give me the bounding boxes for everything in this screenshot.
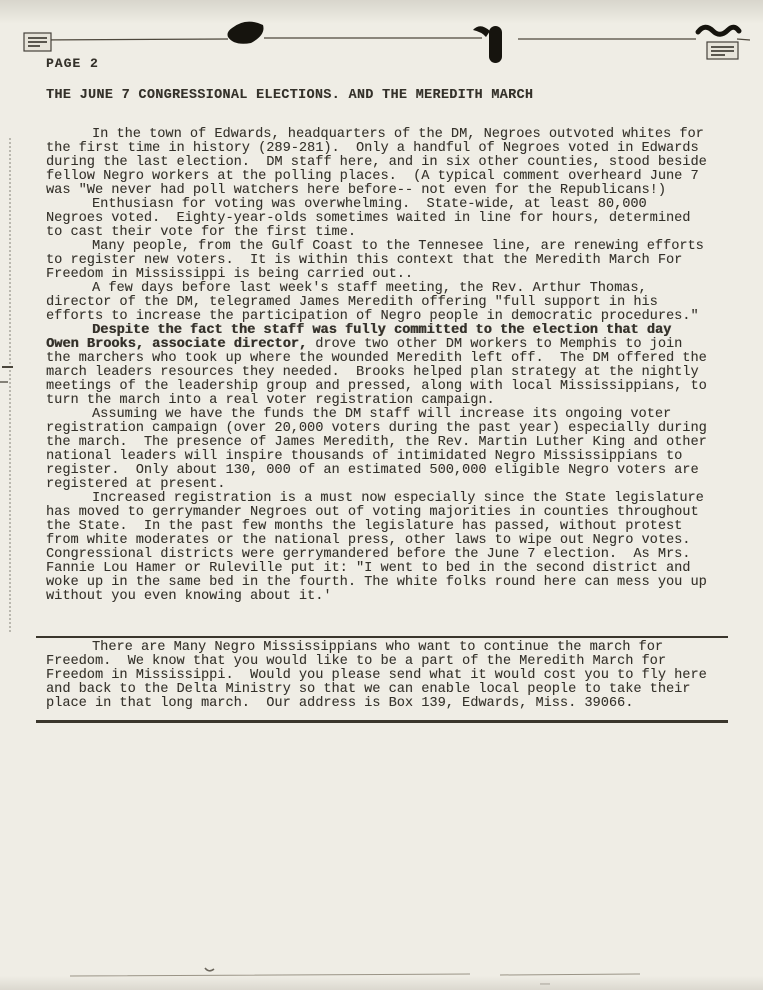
- paragraph-registration-context: Many people, from the Gulf Coast to the Tennesee line, are renewing efforts to register new voters. It is within this context that the Meredith March For Freedom in Mississippi is being carried out..: [46, 239, 712, 282]
- left-margin-dotted-line: [9, 138, 11, 632]
- scan-artifacts-top: [0, 0, 763, 80]
- overstruck-text: Despite the fact the staff was fully committed to the election that day Owen Brooks, associate director,: [46, 323, 680, 352]
- margin-dash: [2, 366, 13, 368]
- paragraph-telegram: A few days before last week's staff meeting, the Rev. Arthur Thomas, director of the DM, telegramed James Meredith offering "full support in his efforts to increase the participation of Negro people in democratic procedures.": [46, 281, 699, 324]
- paragraph-funds-campaign: Assuming we have the funds the DM staff will increase its ongoing voter registration campaign (over 20,000 voters during the past year) especially during the march. The presence of James Meredith, the Rev. Martin Luther King and other national leaders will inspire thousands of intimidated Negro Mississippians to register. Only about 130, 000 of an estimated 500,000 eligible Negro voters are registered at present.: [46, 407, 715, 492]
- document-title: THE JUNE 7 CONGRESSIONAL ELECTIONS. AND THE MEREDITH MARCH: [46, 88, 534, 103]
- scan-line-bottom: [70, 974, 640, 976]
- appeal-note: [36, 636, 728, 723]
- paragraph-enthusiasm: Enthusiasn for voting was overwhelming. State-wide, at least 80,000 Negroes voted. Eighty-year-olds sometimes waited in line for hours, determined to cast their vote for the first time.: [46, 197, 699, 240]
- paragraph-edwards-vote: In the town of Edwards, headquarters of the DM, Negroes outvoted whites for the first time in history (289-281). Only a handful of Negroes voted in Edwards during the last election. DM staff here, and in six other counties, stood beside fellow Negro workers at the polling places. (A typical comment overheard June 7 was "We never had poll watchers here before-- not even for the Republicans!): [46, 127, 715, 198]
- clip-mark-center: [473, 26, 502, 63]
- photocopy-stamp-right: [707, 42, 738, 59]
- paragraph-gerrymander: Increased registration is a must now especially since the State legislature has moved to gerrymander Negroes out of voting majorities in counties throughout the State. In the past few months the legislature has passed, without protest from white moderates or the national press, other laws to wipe out Negro votes. Congressional districts were gerrymandered before the June 7 election. As Mrs. Fannie Lou Hamer or Ruleville put it: "I went to bed in the second district and woke up in the same bed in the fourth. The white folks round here can mess you up without you even knowing about it.': [46, 491, 715, 604]
- scribble-mark-right: [698, 27, 739, 34]
- margin-dash: [0, 381, 8, 383]
- scan-line: [34, 38, 750, 40]
- document-body: [46, 127, 715, 604]
- scan-artifacts-bottom: [0, 962, 763, 990]
- paragraph-brooks-march: [46, 323, 715, 408]
- paragraph-continuation: drove two other DM workers to Memphis to join the marchers who took up where the wounded Meredith left off. The DM offered the march leaders resources they needed. Brooks helped plan strategy at the nightly meetings of the leadership group and pressed, along with local Mississippians, to turn the march into a real voter registration campaign.: [46, 337, 715, 408]
- photocopy-stamp-left: [24, 33, 51, 51]
- speck-mark: [205, 968, 214, 971]
- page-number: PAGE 2: [46, 56, 99, 71]
- appeal-note-text: There are Many Negro Mississippians who want to continue the march for Freedom. We know that you would like to be a part of the Meredith March for Freedom in Mississippi. Would you please send what it would cost you to fly here and back to the Delta Ministry so that we can enable local people to take their place in that long march. Our address is Box 139, Edwards, Miss. 39066.: [46, 640, 715, 711]
- clip-mark-left: [228, 22, 264, 44]
